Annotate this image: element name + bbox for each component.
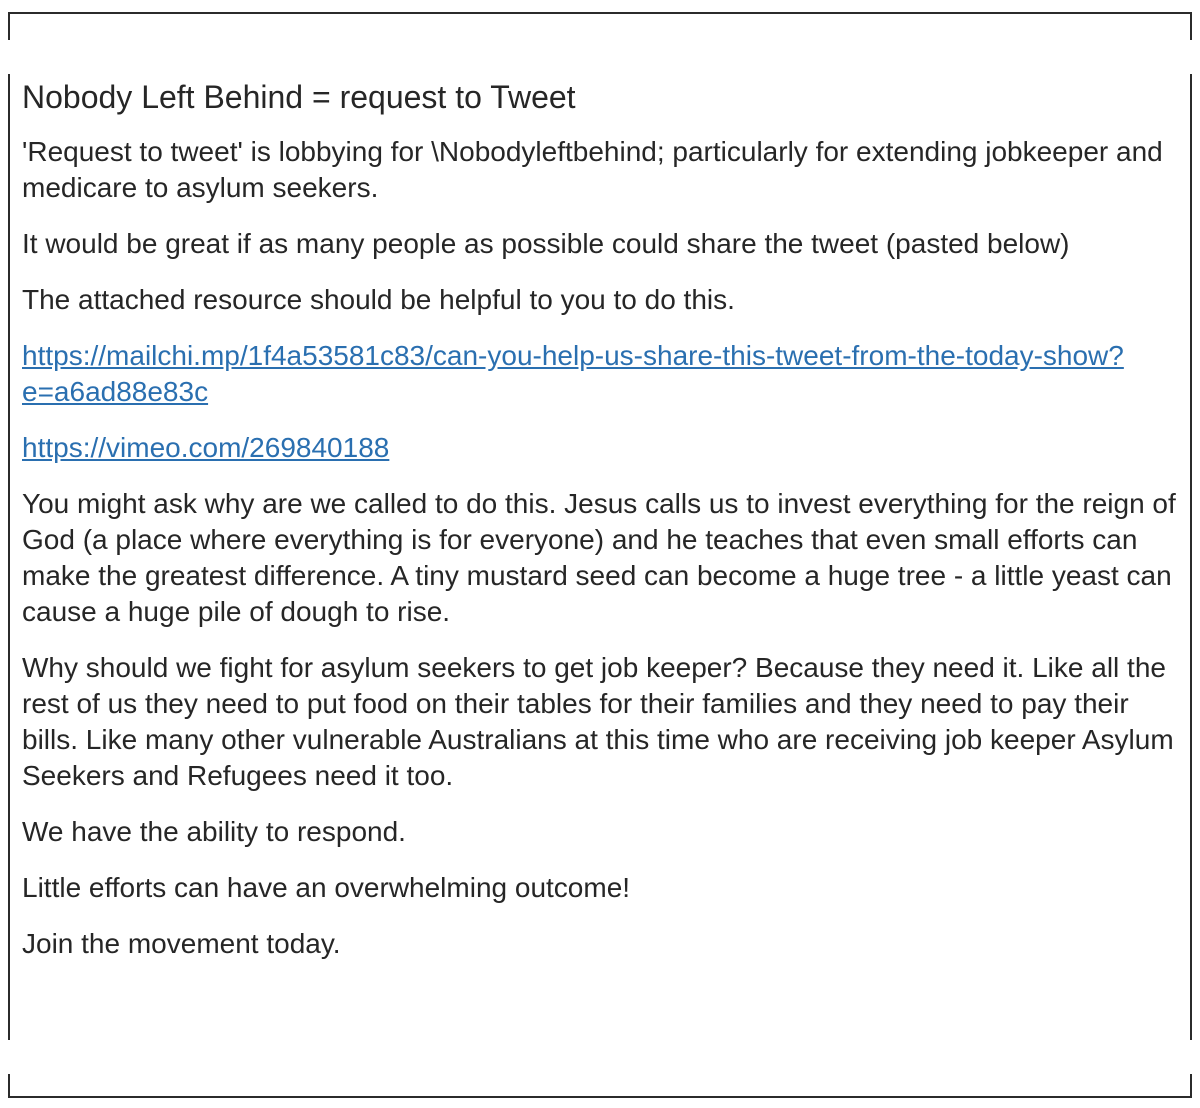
paragraph-request: 'Request to tweet' is lobbying for \Nobodyleftbehind; particularly for extending jobkeeper and medicare to asylum seekers. [22, 136, 1163, 203]
paragraph-link-vimeo [22, 430, 1182, 466]
paragraph-efforts: Little efforts can have an overwhelming outcome! [22, 872, 631, 903]
frame-gap-left [8, 40, 12, 74]
document-title: Nobody Left Behind = request to Tweet [22, 79, 576, 115]
frame-gap-left-bottom [8, 1040, 12, 1074]
mailchimp-link[interactable]: https://mailchi.mp/1f4a53581c83/can-you-help-us-share-this-tweet-from-the-today-show?e=a6ad88e83c [22, 340, 1124, 407]
vimeo-link[interactable]: https://vimeo.com/269840188 [22, 432, 390, 463]
frame-gap-right-bottom [1188, 1040, 1192, 1074]
paragraph-asylum: Why should we fight for asylum seekers to get job keeper? Because they need it. Like all the rest of us they need to put food on their tables for their families and they need to pay their bills. Like many other vulnerable Australians at this time who are receiving job keeper Asylum Seekers and Refugees need it too. [22, 652, 1174, 791]
paragraph-why: You might ask why are we called to do this. Jesus calls us to invest everything for the reign of God (a place where everything is for everyone) and he teaches that even small efforts can make the greatest difference. A tiny mustard seed can become a huge tree - a little yeast can cause a huge pile of dough to rise. [22, 488, 1176, 627]
frame-gap-right [1188, 40, 1192, 74]
document-body [22, 74, 1182, 982]
paragraph-share: It would be great if as many people as possible could share the tweet (pasted below) [22, 228, 1070, 259]
paragraph-link-mailchimp [22, 338, 1182, 410]
paragraph-join: Join the movement today. [22, 928, 341, 959]
paragraph-ability: We have the ability to respond. [22, 816, 406, 847]
paragraph-resource: The attached resource should be helpful to you to do this. [22, 284, 735, 315]
